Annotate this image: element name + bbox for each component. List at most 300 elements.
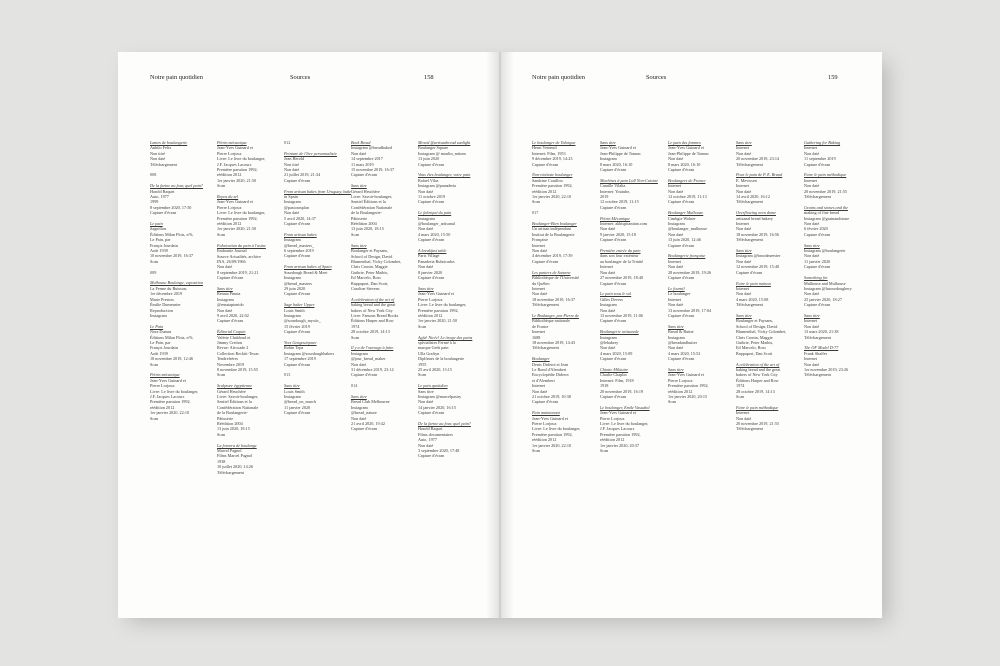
source-entry	[736, 210, 794, 242]
entry-line: Internet	[736, 145, 750, 151]
entry-line: Capture d'écran	[284, 410, 311, 416]
source-column	[150, 140, 208, 426]
entry-line: Téléchargement	[217, 469, 244, 475]
source-column	[532, 140, 590, 459]
book-spread	[118, 52, 882, 618]
entry-line: Non daté	[351, 415, 367, 421]
entry-line: Non daté	[736, 188, 752, 194]
entry-line: réédition 2012	[600, 437, 625, 443]
entry-line: @boulanger_mulhouse	[668, 226, 707, 232]
right-header-section: Sources	[646, 74, 667, 81]
entry-line: Capture d'écran	[284, 177, 311, 183]
entry-title: From artisan bakes	[284, 231, 317, 237]
entry-line: Non daté	[736, 150, 752, 156]
entry-line: 13 novembre 2019, 11:06	[600, 312, 643, 318]
entry-line: Scan	[736, 394, 745, 399]
entry-title: La fornera de boulange	[217, 442, 257, 448]
entry-line: School of Design, David	[736, 323, 778, 329]
entry-line: 20 novembre 2019, 16:19	[600, 388, 644, 394]
source-entry	[736, 362, 794, 400]
entry-line: Instagram	[217, 296, 234, 302]
entry-line: Capture d'écran	[668, 275, 695, 281]
entry-line: Capture d'écran	[284, 361, 311, 367]
entry-line: Jean-Yves Guinard et	[217, 199, 253, 205]
entry-line: Internet	[736, 285, 750, 291]
entry-line: de la Boulangerie-	[217, 410, 248, 416]
entry-line: Non daté	[418, 188, 434, 194]
source-column	[804, 140, 862, 383]
entry-line: 9 avril 2020, 22:02	[217, 312, 249, 318]
source-entry	[532, 270, 590, 308]
entry-line: 28 octobre 2019, 14:13	[351, 329, 390, 335]
entry-line: Scan	[600, 448, 609, 454]
source-entry	[804, 313, 862, 340]
entry-line: Un artisan indépendant	[532, 226, 571, 232]
entry-line: 13 juin 2020, 12:46	[668, 237, 701, 243]
entry-line: Boulanger et Paysans,	[736, 318, 774, 324]
entry-line: E. Mevissen	[736, 177, 757, 183]
entry-line: Jean-Yves Guinard et	[600, 410, 636, 416]
entry-line: 1er décembre 2019	[150, 291, 183, 297]
source-entry	[736, 405, 794, 432]
entry-line: Non daté	[668, 156, 684, 162]
source-entry	[217, 443, 275, 475]
entry-line: Instagram	[600, 334, 617, 340]
entry-title: De la farine au four, quel pain?	[418, 421, 471, 427]
entry-line: Éditions Harper and Row	[736, 377, 779, 383]
entry-title: Le pain des femmes	[668, 140, 701, 145]
entry-line: Sourdough Bread & Meet	[284, 269, 328, 275]
entry-line: 4 mars 2020, 15:52	[668, 350, 701, 356]
source-entry	[668, 210, 726, 248]
entry-line: Rappaport, Dan Scott,	[351, 280, 389, 286]
entry-line: au boulanger de la Trinité	[600, 258, 644, 264]
source-entry	[150, 172, 208, 177]
source-entry	[351, 297, 409, 340]
entry-line: Première parution 1992,	[532, 431, 573, 437]
entry-title: Les paniers de Saturne	[532, 269, 571, 275]
entry-line: 13 novembre 2019, 17:04	[668, 307, 712, 313]
entry-title: Boulangerie artisanale	[600, 329, 639, 335]
entry-line: Non daté	[668, 188, 684, 194]
entry-line: Livre: Savoir-boulanger,	[217, 394, 259, 400]
source-column	[351, 140, 409, 437]
entry-line: 9 décembre 2019, 14:23	[532, 156, 573, 162]
entry-line: Non daté	[804, 323, 820, 329]
source-entry	[217, 383, 275, 437]
entry-line: Sandrine Couillou	[532, 177, 563, 183]
entry-line: de France	[532, 323, 549, 329]
source-entry	[351, 243, 409, 292]
entry-line: Non daté	[804, 253, 820, 259]
source-entry	[351, 383, 409, 388]
entry-line: Livre: Savoir-boulanger,	[351, 194, 393, 200]
entry-line: Instagram	[600, 302, 617, 308]
entry-line: Internet	[804, 145, 818, 151]
entry-line: 8 septembre 2019, 21:21	[217, 269, 259, 275]
entry-line: 20 novembre 2019, 23:14	[736, 156, 780, 162]
entry-line: 20 novembre 2019, 21:55	[804, 188, 848, 194]
entry-line: Éditions Harper and Row	[351, 318, 394, 324]
entry-line: Non daté	[736, 226, 752, 232]
entry-line: dans son four extérieur	[600, 253, 639, 259]
entry-line: bakers of New York City	[351, 307, 393, 313]
entry-line: réédition 2012	[150, 404, 175, 410]
entry-line: Première parution 1992,	[418, 307, 459, 313]
source-entry	[736, 248, 794, 275]
source-entry	[418, 286, 476, 329]
source-entry	[532, 313, 590, 351]
entry-line: Capture d'écran	[418, 237, 445, 243]
entry-line: 1999	[150, 199, 159, 205]
entry-line: Non daté	[804, 150, 820, 156]
source-entry	[668, 286, 726, 318]
entry-line: Livre: Le livre du boulanger,	[600, 421, 649, 427]
entry-line: Nora Dumas	[150, 329, 172, 335]
entry-line: Tendrefrères	[217, 356, 239, 362]
entry-line: Instagram @breadbaked	[351, 145, 392, 151]
source-entry	[150, 221, 208, 264]
entry-line: Non daté	[418, 264, 434, 270]
entry-line: Capture d'écran	[804, 264, 831, 270]
entry-line: Éditions Milan Flots, n°6,	[150, 334, 194, 340]
entry-line: Livre: Le livre du boulanger,	[150, 388, 199, 394]
entry-line: Instagram	[600, 156, 617, 162]
right-page	[500, 52, 882, 618]
left-header-section: Sources	[290, 74, 311, 81]
entry-line: Jean-Yves Guinard et	[668, 372, 704, 378]
source-column	[217, 140, 275, 480]
entry-line: Jean-Yves Guinard et	[418, 291, 454, 297]
entry-line: Capture d'écran	[668, 199, 695, 205]
entry-line: Diplômes de la boulangerie	[418, 356, 465, 362]
entry-line: Téléchargement	[532, 302, 559, 308]
source-entry	[668, 324, 726, 362]
book-gutter	[486, 52, 514, 618]
entry-line: 1938	[217, 458, 226, 464]
entry-line: Internet	[736, 410, 750, 416]
entry-title: Mulhouse Boulange, exposition	[150, 280, 203, 286]
source-entry	[284, 372, 342, 377]
source-entry	[532, 221, 590, 264]
source-column	[668, 140, 726, 410]
entry-line: Capture d'écran	[600, 237, 627, 243]
entry-line: Non daté	[351, 361, 367, 367]
entry-line: Non daté	[284, 210, 300, 216]
entry-line: Instagram	[284, 393, 301, 399]
entry-line: 14 septembre 2017	[351, 156, 383, 162]
entry-line: Valérie Chabloud et	[217, 334, 251, 340]
entry-line: 14 avril 2020, 16:12	[736, 194, 770, 200]
entry-line: Capture d'écran	[284, 253, 311, 259]
entry-line: Scan	[150, 415, 159, 421]
entry-line: Livre: Le livre du boulanger,	[217, 156, 266, 162]
entry-title: Grains and stones and the	[804, 204, 848, 210]
entry-title: Pétrin mécanique	[150, 372, 180, 378]
entry-line: Capture d'écran	[284, 329, 311, 335]
source-entry	[532, 356, 590, 405]
entry-line: 1er janvier 2020, 21:50	[217, 226, 257, 232]
entry-title: Sans titre	[351, 183, 367, 189]
entry-line: @renatapineido	[217, 302, 244, 308]
source-entry	[284, 383, 342, 415]
left-header-title: Notre pain quotidien	[150, 74, 203, 81]
entry-line: réédition 2012	[217, 221, 242, 227]
entry-title: Yves Gengeuinpave	[284, 339, 317, 345]
entry-title: Sculpture égyptienne	[217, 383, 253, 389]
entry-line: Première parution 1992,	[600, 431, 641, 437]
entry-line: @breadandbutter	[668, 339, 697, 345]
entry-line: Emboutie Journal	[217, 248, 247, 254]
entry-line: Française	[532, 237, 549, 243]
entry-line: Françis Jourdain	[150, 345, 178, 351]
entry-line: Non daté	[600, 345, 616, 351]
entry-line: INA, 26/09/1966	[217, 258, 246, 264]
source-column	[284, 140, 352, 421]
entry-title: Le boulanger de Valorgue	[532, 140, 576, 145]
entry-line: 4 mars 2020, 15:09	[600, 350, 633, 356]
entry-line: 25 avril 2020, 13:15	[418, 366, 452, 372]
entry-line: Denis Diderot et Jean	[532, 361, 569, 367]
entry-line: Source Actualités, archive	[217, 253, 261, 259]
source-entry	[150, 270, 208, 275]
entry-line: Non daté	[418, 226, 434, 232]
entry-title: Vous êtes boulanger, votre pain	[418, 172, 471, 178]
entry-line: marque Gréti pain	[418, 345, 449, 351]
entry-line: 20 novembre 2019, 21:55	[736, 421, 780, 427]
entry-title: Peinture de l'être personnalisée	[284, 150, 338, 156]
entry-line: Marie Preston	[150, 296, 174, 302]
entry-line: Capture d'écran	[668, 356, 695, 362]
entry-line: 11 octobre 2019	[418, 194, 446, 200]
entry-line: Première parution 1992,	[532, 183, 573, 189]
source-entry	[600, 140, 658, 172]
source-entry	[532, 140, 590, 167]
entry-title: Boulangers de France	[668, 177, 706, 183]
entry-line: La Ferme du Buisson,	[150, 285, 187, 291]
entry-line: 8 mars 2020, 16:10	[668, 161, 701, 167]
entry-line: 14 janvier 2020, 16:15	[418, 404, 456, 410]
entry-line: 28 novembre 2019, 19:26	[668, 269, 712, 275]
entry-title: Boulanger Mulhouse	[668, 210, 704, 216]
entry-line: Non daté	[804, 291, 820, 297]
entry-line: Non daté	[804, 183, 820, 189]
entry-title: Sans titre	[736, 248, 752, 254]
entry-line: Scan	[351, 231, 360, 237]
left-page-number: 158	[424, 74, 434, 81]
entry-line: Capture d'écran	[532, 258, 559, 264]
source-entry	[418, 248, 476, 280]
entry-title: Sans titre	[668, 323, 684, 329]
entry-line: Scan	[217, 183, 226, 189]
entry-line: Caroline Stevens	[351, 285, 380, 291]
entry-line: Mulhouse and Mulhouse	[804, 280, 846, 286]
entry-line: Première parution 1992,	[150, 399, 191, 405]
entry-line: Première parution 1992,	[217, 167, 258, 173]
entry-title: Sans titre	[736, 312, 752, 318]
entry-line: 6 septembre 2019	[284, 248, 314, 254]
entry-title: Boulanger	[532, 356, 550, 362]
entry-line: Guthrie, Peter Mathis,	[351, 269, 389, 275]
source-entry	[600, 216, 658, 243]
entry-title: Sans titre	[600, 140, 616, 145]
entry-line: 11 mars 2019	[351, 161, 374, 167]
section-number: 008	[150, 172, 157, 178]
source-entry	[284, 264, 342, 296]
entry-title: Le Pain	[150, 323, 164, 329]
entry-title: Overflowing oven dome	[736, 210, 777, 216]
entry-line: Confédération Nationale	[217, 404, 259, 410]
source-column	[600, 140, 658, 459]
source-entry	[418, 335, 476, 378]
entry-line: Instagram @ moulin_mitons	[418, 150, 467, 156]
entry-line: @pastorasplan	[284, 204, 309, 210]
entry-line: Instagram	[284, 312, 301, 318]
entry-line: 1er janvier 2020, 22:10	[532, 442, 572, 448]
entry-line: Reproduction	[150, 307, 173, 313]
entry-line: @bread_masters	[284, 280, 313, 286]
source-entry	[600, 405, 658, 454]
entry-line: 18 novembre 2019, 12:46	[150, 356, 194, 362]
entry-line: Capture d'écran	[600, 167, 627, 173]
entry-line: Pierre Lorjoux	[217, 204, 242, 210]
source-entry	[150, 183, 208, 215]
entry-line: Louis Smith	[284, 388, 305, 394]
entry-line: Instagram	[668, 334, 685, 340]
entry-line: Non daté	[600, 269, 616, 275]
entry-line: Cimbgie Wolner	[668, 215, 696, 221]
entry-line: Gérard Heuchère	[351, 188, 380, 194]
entry-line: Capture d'écran	[284, 291, 311, 297]
entry-line: Téléchargement	[804, 372, 831, 378]
left-page	[118, 52, 500, 618]
source-entry	[418, 172, 476, 204]
entry-line: Sentiel Éditions et la	[351, 199, 386, 205]
entry-line: Guthrie, Peter Mathis,	[736, 339, 774, 345]
source-entry	[668, 367, 726, 405]
entry-line: Gilles Devers	[600, 296, 623, 302]
entry-line: @sourdough_mystic_	[284, 318, 321, 324]
entry-line: 11 janvier 2020	[284, 404, 311, 410]
entry-line: Instagram @lasourdoughery	[804, 285, 852, 291]
entry-line: 15 février 2019	[284, 323, 310, 329]
entry-line: Internet	[668, 258, 682, 264]
entry-line: 21 octobre 2019, 10:38	[532, 394, 571, 399]
entry-line: Capture d'écran	[668, 167, 695, 173]
entry-line: réédition 2012	[217, 172, 242, 178]
source-entry	[150, 372, 208, 421]
source-entry	[418, 210, 476, 242]
entry-line: Pierre Lorjoux	[668, 377, 693, 383]
entry-title: Non-cinéaste boulanger	[532, 172, 573, 178]
source-entry	[804, 172, 862, 199]
entry-line: Marcel Pagnol	[217, 448, 242, 454]
entry-line: J.F. Jacques Lacours	[600, 426, 635, 432]
entry-line: Capture d'écran	[418, 161, 445, 167]
entry-line: Jean-Yves Guinard et	[668, 145, 704, 151]
entry-line: 1er novembre 2019, 23:26	[804, 366, 849, 372]
entry-line: 13 mars 2020, 21:38	[804, 329, 839, 335]
entry-line: Internet	[804, 356, 818, 362]
entry-line: Ed Marcelo, Ross	[351, 275, 381, 281]
entry-line: Pierre Lorjoux	[418, 296, 443, 302]
entry-title: Lames de boulangerie	[150, 140, 188, 145]
source-entry	[418, 140, 476, 167]
entry-title: From artisan bakes of Spain	[284, 264, 332, 270]
entry-title: De la farine au four, quel pain?	[150, 183, 203, 189]
entry-title: A celebration of the art of	[351, 296, 395, 302]
entry-line: Réédition 2004	[217, 421, 243, 427]
entry-line: Internet	[804, 177, 818, 183]
entry-line: Films Marcel Pagnol	[217, 453, 253, 459]
source-entry	[804, 243, 862, 270]
entry-line: réédition 2012	[668, 388, 693, 394]
entry-line: Internet: Youtube,	[600, 188, 631, 194]
entry-line: Internet	[532, 242, 546, 248]
entry-title: Le pain sous le sol	[600, 291, 632, 297]
entry-line: Instagram	[150, 312, 167, 318]
entry-line: Téléchargement	[736, 161, 763, 167]
entry-line: Réédition 2004	[351, 221, 377, 227]
entry-line: 12 octobre 2019, 11:13	[668, 194, 707, 200]
entry-line: Août 1939	[150, 350, 168, 356]
section-number: 017	[532, 210, 539, 216]
entry-title: Le boulanger, Emile Vassakol	[600, 404, 650, 410]
entry-line: 1er janvier 2020, 20:37	[600, 442, 640, 448]
entry-line: Jean-Yves Guinard et	[600, 145, 636, 151]
entry-line: Instagram	[351, 350, 368, 356]
entry-line: réédition 2012	[532, 437, 557, 443]
entry-line: Livre: Le livre du boulanger,	[532, 426, 581, 432]
entry-line: 29 juin 2020	[284, 285, 306, 291]
entry-line: 10 novembre 2019, 16:37	[150, 253, 194, 259]
entry-line: 1974	[736, 383, 745, 389]
entry-line: Téléchargement	[804, 334, 831, 340]
entry-line: 12 octobre 2019, 11:15	[600, 199, 639, 205]
entry-line: Pierre Lorjoux	[217, 150, 242, 156]
entry-line: Non daté	[804, 361, 820, 367]
source-entry	[284, 140, 342, 145]
entry-line: Blumenthal, Vicky Colombet,	[351, 258, 402, 264]
entry-line: Internet	[532, 285, 546, 291]
entry-line: 21 juillet 2019, 21:34	[284, 172, 321, 178]
entry-line: Capture d'écran	[217, 275, 244, 281]
entry-line: Internet	[736, 221, 750, 227]
entry-line: de la Boulangerie-	[351, 210, 382, 216]
entry-line: @bread_masters_	[284, 242, 315, 248]
entry-title: Machines à pain Lidl Non-Cuisine	[600, 177, 658, 183]
entry-line: artisanal bread bakery	[736, 215, 773, 221]
source-entry	[804, 345, 862, 377]
entry-line: Capture d'écran	[532, 161, 559, 167]
entry-line: Téléchargement	[736, 199, 763, 205]
entry-line: 8 septembre 2020, 17:50	[150, 204, 192, 210]
entry-title: The OF Model D-77	[804, 345, 839, 351]
source-entry	[150, 280, 208, 318]
entry-line: Non daté	[532, 291, 548, 297]
entry-line: Non daté	[532, 388, 548, 394]
entry-line: Livre: Le livre du boulanger,	[418, 302, 467, 308]
entry-line: Internet	[668, 183, 682, 189]
entry-line: baking bread and the great	[736, 366, 781, 372]
entry-line: Capture d'écran	[600, 394, 627, 399]
entry-line: Non daté	[532, 248, 548, 254]
entry-line: Téléchargement	[150, 161, 177, 167]
entry-title: Le fabriqué du pain	[418, 210, 452, 216]
section-number: 013	[284, 372, 291, 378]
entry-line: Gérard Heuchère	[217, 388, 246, 394]
entry-line: Ed Marcelo, Ross	[736, 345, 766, 351]
